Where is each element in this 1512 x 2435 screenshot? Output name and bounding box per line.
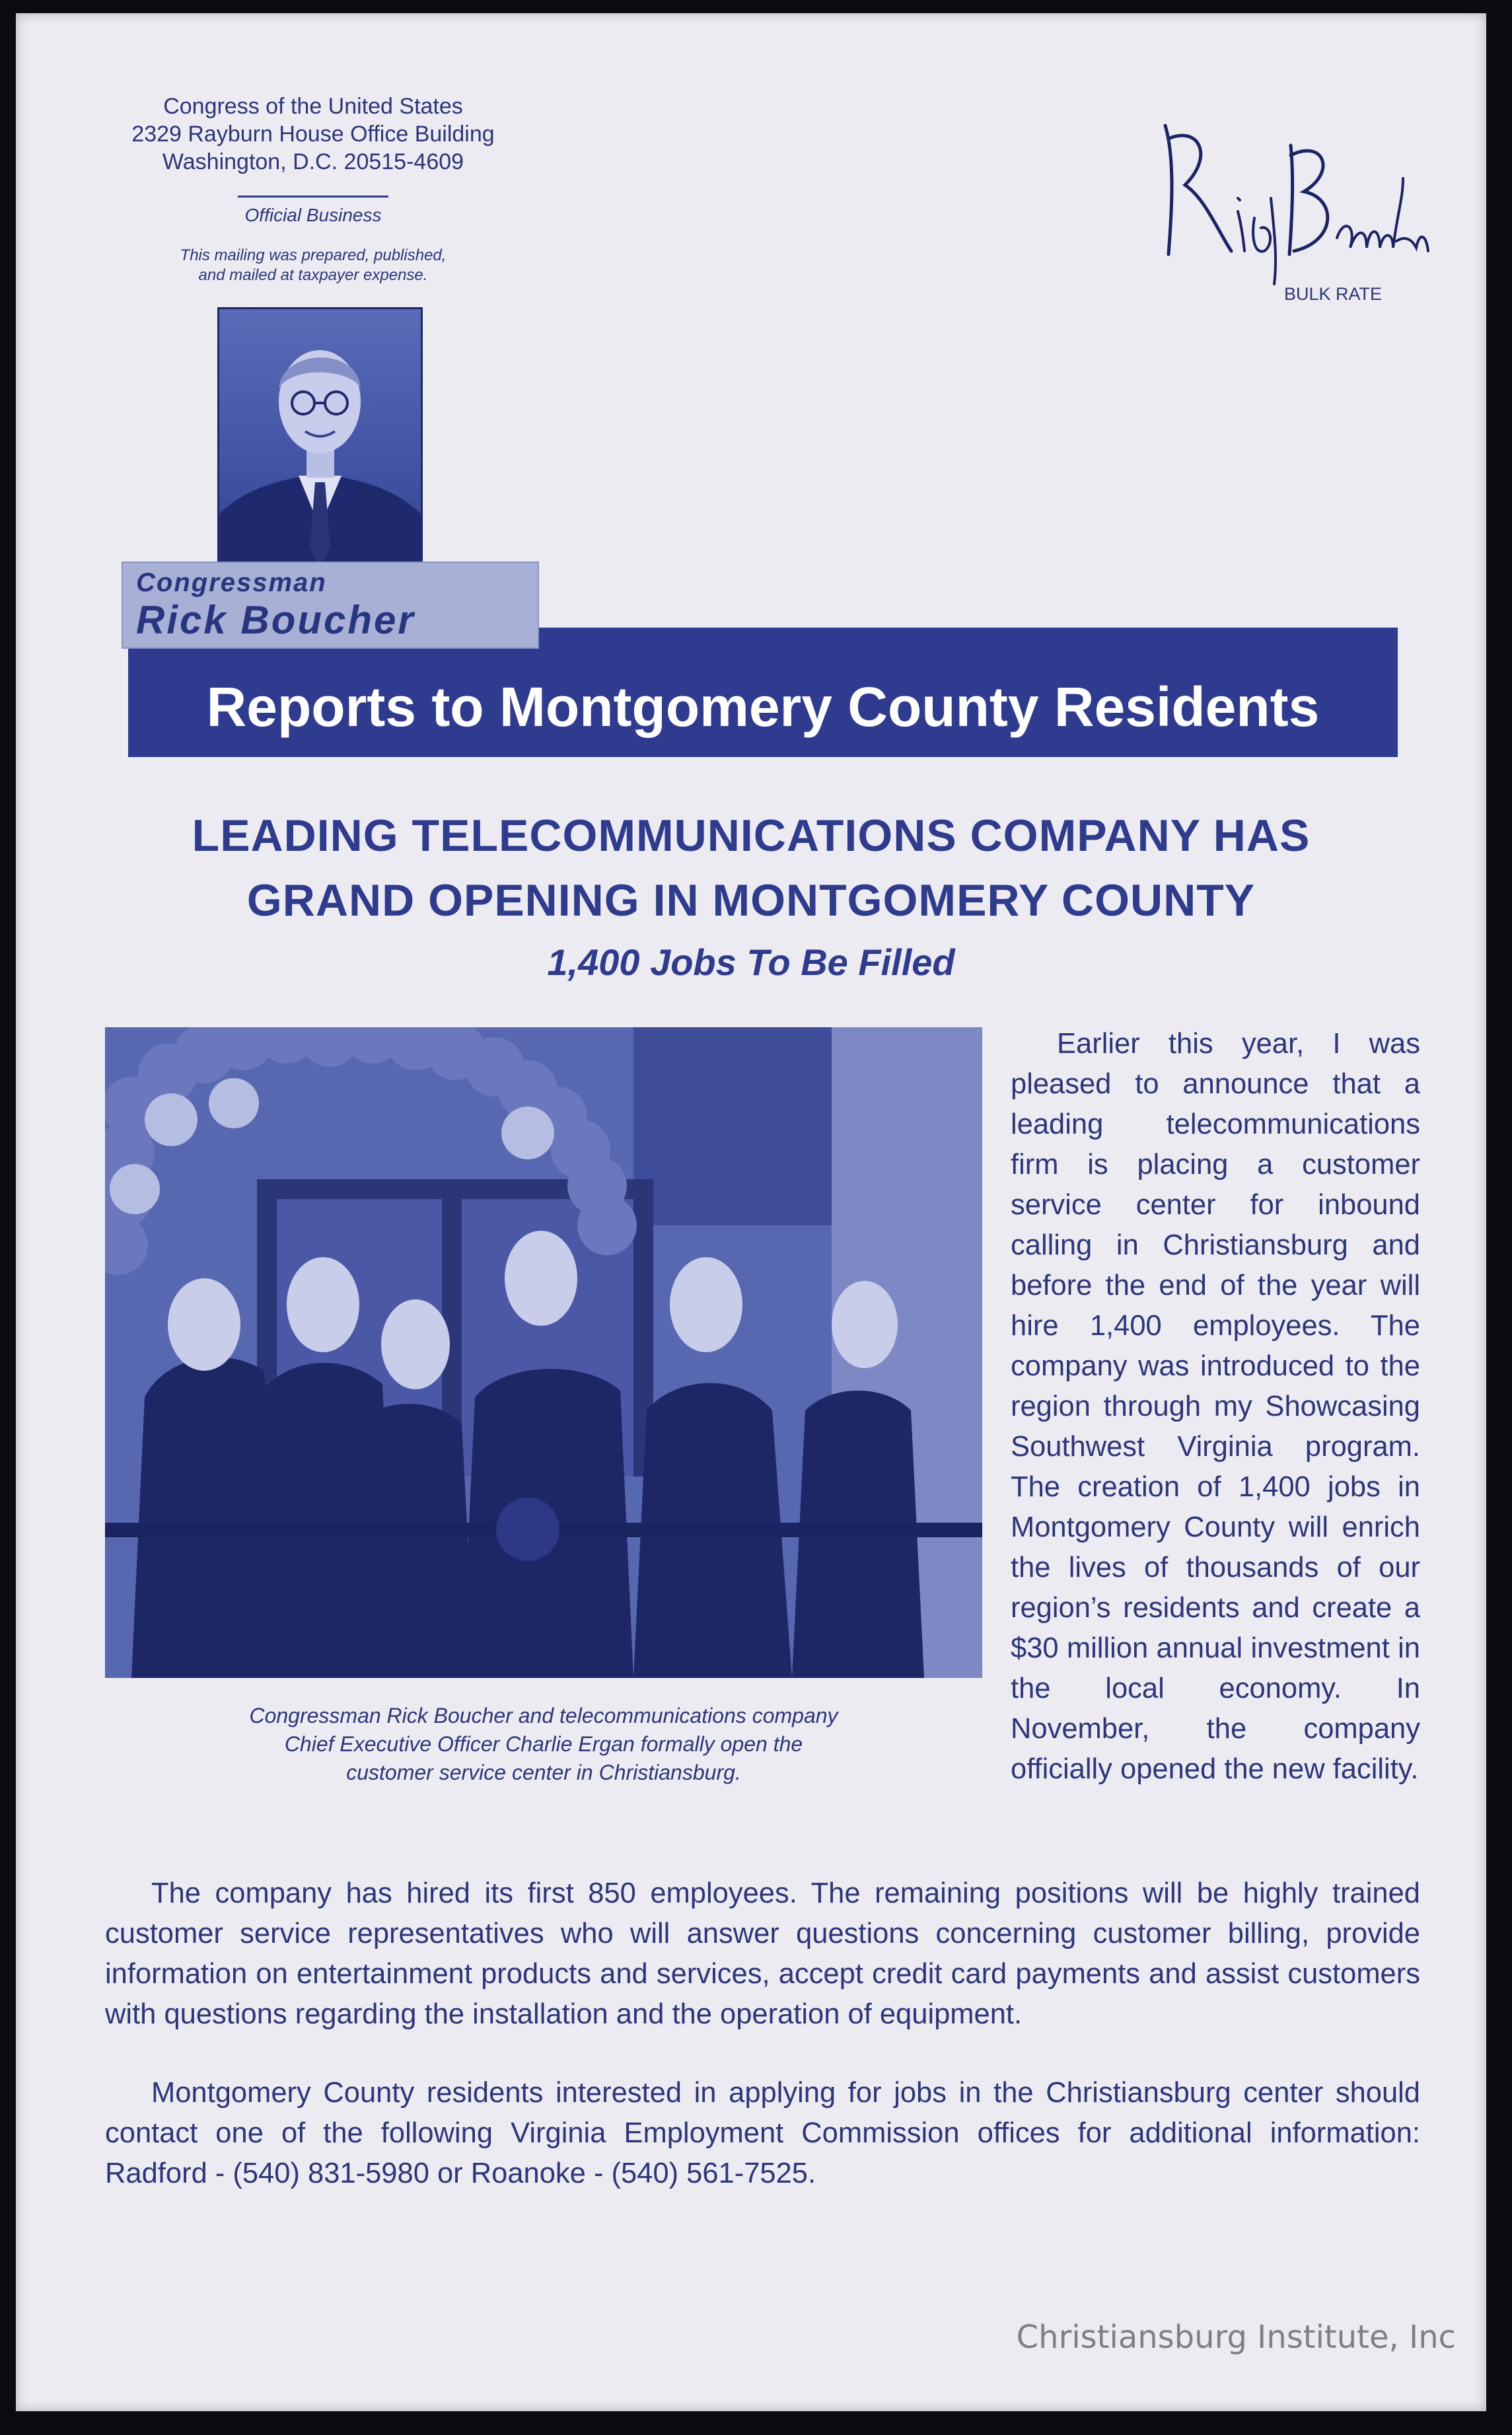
newsletter-page [16,13,1486,2411]
divider-rule [238,196,388,198]
taxpayer-disclaimer [115,246,511,285]
disclaimer-line-1: This mailing was prepared, published, [180,246,447,264]
photo-caption [105,1702,982,1787]
return-address-line-2: 2329 Rayburn House Office Building [131,122,495,147]
ribbon-cutting-photo [105,1027,982,1678]
disclaimer-line-2: and mailed at taxpayer expense. [198,266,428,284]
source-watermark: Christiansburg Institute, Inc [1016,2319,1456,2356]
bulk-rate-label: BULK RATE [1284,284,1383,304]
photo-illustration [105,1027,982,1678]
caption-line-2: Chief Executive Officer Charlie Ergan formally open the [284,1732,803,1756]
congressman-portrait [217,307,423,574]
contact-paragraph: Montgomery County residents interested in applying for jobs in the Christiansburg center should contact one of the following Virginia Employment Commission offices for additional information: Radford - (540) 831-5980 or Roanoke - (540) 561-7525. [105,2077,1420,2189]
return-address-line-1: Congress of the United States [163,94,463,119]
headline-line-1: LEADING TELECOMMUNICATIONS COMPANY HAS [192,811,1311,861]
banner-title: Reports to Montgomery County Residents [206,676,1320,738]
signature-image [1139,99,1429,297]
official-business-label: Official Business [244,205,382,225]
caption-line-1: Congressman Rick Boucher and telecommunications company [249,1704,838,1727]
headline-line-2: GRAND OPENING IN MONTGOMERY COUNTY [246,875,1256,926]
return-address-line-3: Washington, D.C. 20515-4609 [162,149,464,174]
intro-column-text: Earlier this year, I was pleased to announce that a leading telecommunications firm is placing a customer service center for inbound calling in Christiansburg and before the end of the year will hire 1,400 employees. The company was introduced to the region through my Showcasing Southwest Virginia program. The creation of 1,400 jobs in Montgomery County will enrich the lives of thousands of our region’s residents and create a $30 million annual investment in the local economy. In November, the company officially opened the new facility. [1011,1028,1420,1785]
subheadline: 1,400 Jobs To Be Filled [547,941,955,983]
portrait-illustration [219,309,421,572]
employees-paragraph: The company has hired its first 850 employees. The remaining positions will be highly trained customer service representatives who will answer questions concerning customer billing, provide information on entertainment products and services, accept credit card payments and assist customers with questions regarding the installation and the operation of equipment. [105,1877,1420,2030]
congressman-title: Congressman [136,568,327,597]
return-address [82,92,544,176]
main-headline [82,803,1420,933]
congressman-name-box [122,562,539,649]
congressman-name: Rick Boucher [136,598,415,642]
caption-line-3: customer service center in Christiansburg. [346,1761,741,1784]
